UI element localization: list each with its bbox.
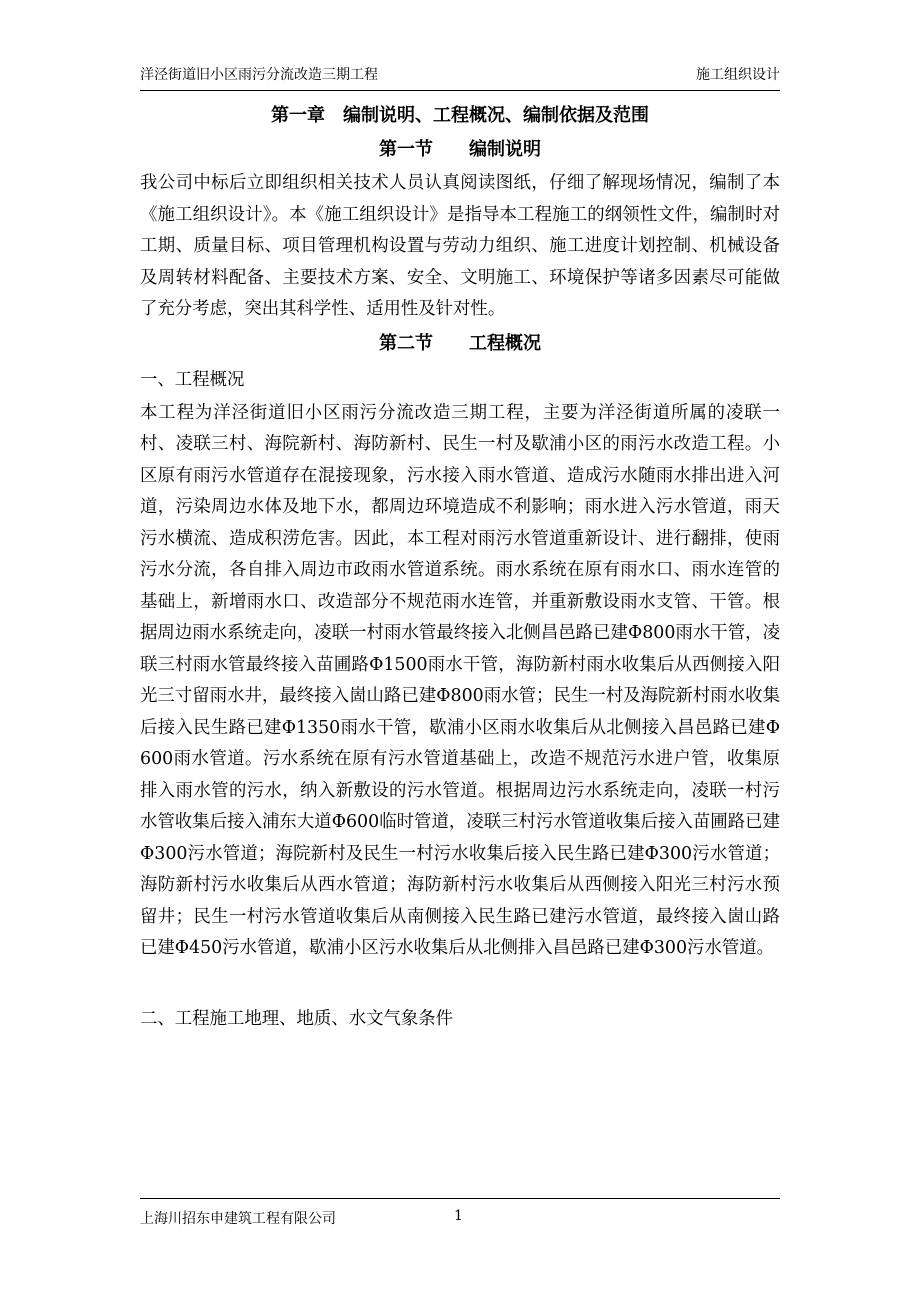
header-project-name: 洋泾街道旧小区雨污分流改造三期工程 bbox=[140, 67, 378, 83]
section-title-2: 第二节 工程概况 bbox=[379, 332, 541, 354]
page-number: 1 bbox=[454, 1208, 463, 1224]
page-footer bbox=[140, 1200, 780, 1227]
subheading-1: 一、工程概况 bbox=[140, 369, 245, 390]
section-1-paragraph: 我公司中标后立即组织相关技术人员认真阅读图纸，仔细了解现场情况，编制了本《施工组织设计》。本《施工组织设计》是指导本工程施工的纲领性文件，编制时对工期、质量目标、项目管理机构设置与劳动力组织、施工进度计划控制、机械设备及周转材料配备、主要技术方案、安全、文明施工、环境保护等诸多因素尽可能做了充分考虑，突出其科学性、适用性及针对性。 bbox=[140, 173, 780, 319]
page-header bbox=[140, 64, 780, 88]
spacer bbox=[140, 965, 780, 1001]
section-title-1: 第一节 编制说明 bbox=[379, 139, 541, 160]
subheading-2: 二、工程施工地理、地质、水文气象条件 bbox=[140, 1008, 454, 1029]
section-2-paragraph: 本工程为洋泾街道旧小区雨污分流改造三期工程，主要为洋泾街道所属的凌联一村、凌联三村、海院新村、海防新村、民生一村及歇浦小区的雨污水改造工程。小区原有雨污水管道存在混接现象，污水接入雨水管道、造成污水随雨水排出进入河道，污染周边水体及地下水，都周边环境造成不利影响；雨水进入污水管道，雨天污水横流、造成积涝危害。因此，本工程对雨污水管道重新设计、进行翻排，使雨污水分流，各自排入周边市政雨水管道系统。雨水系统在原有雨水口、雨水连管的基础上，新增雨水口、改造部分不规范雨水连管，并重新敷设雨水支管、干管。根据周边雨水系统走向，凌联一村雨水管最终接入北侧昌邑路已建Φ800雨水干管，凌联三村雨水管最终接入苗圃路Φ1500雨水干管，海防新村雨水收集后从西侧接入阳光三寸留雨水井，最终接入崮山路已建Φ800雨水管；民生一村及海院新村雨水收集后接入民生路已建Φ1350雨水干管，歇浦小区雨水收集后从北侧接入昌邑路已建Φ600雨水管道。污水系统在原有污水管道基础上，改造不规范污水进户管，收集原排入雨水管的污水，纳入新敷设的污水管道。根据周边污水系统走向，凌联一村污水管收集后接入浦东大道Φ600临时管道，凌联三村污水管道收集后接入苗圃路已建Φ300污水管道；海院新村及民生一村污水收集后接入民生路已建Φ300污水管道；海防新村污水收集后从西水管道；海防新村污水收集后从西侧接入阳光三村污水预留井；民生一村污水管道收集后从南侧接入民生路已建污水管道，最终接入崮山路已建Φ450污水管道，歇浦小区污水收集后从北侧排入昌邑路已建Φ300污水管道。 bbox=[140, 402, 780, 958]
footer-divider bbox=[140, 1198, 780, 1199]
header-document-type: 施工组织设计 bbox=[696, 67, 780, 83]
header-divider bbox=[140, 90, 780, 91]
document-body bbox=[140, 100, 780, 1037]
chapter-title: 第一章 编制说明、工程概况、编制依据及范围 bbox=[271, 105, 649, 126]
footer-company: 上海川招东申建筑工程有限公司 bbox=[140, 1211, 336, 1227]
